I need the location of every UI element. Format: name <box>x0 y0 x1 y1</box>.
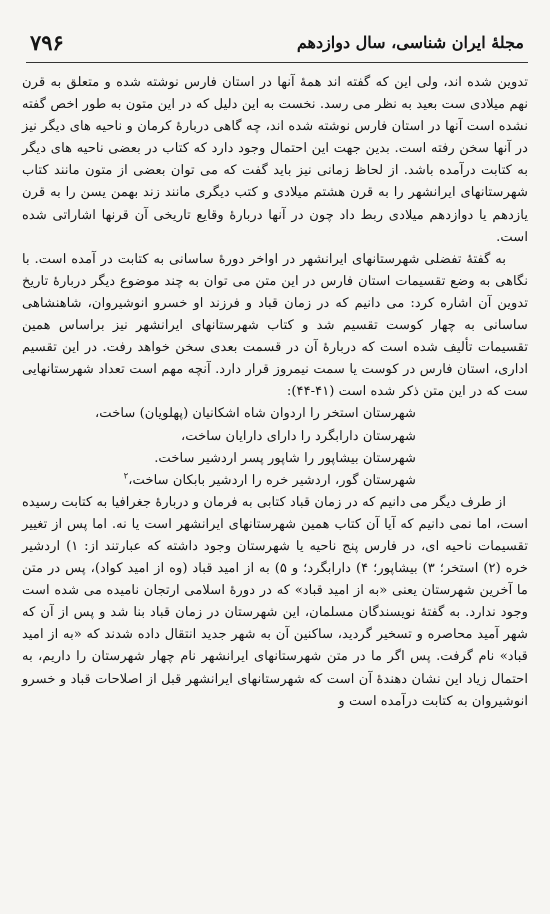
city-founders-list <box>22 403 528 491</box>
page-header <box>26 30 528 64</box>
list-item: شهرستان گور، اردشیر خره را اردشیر بابکان ساخت،$^۲$ <box>123 471 416 488</box>
running-title: مجلهٔ ایران شناسی، سال دوازدهم <box>296 33 524 52</box>
page-number: ۷۹۶ <box>30 30 64 55</box>
paragraph-2: به گفتهٔ تفضلی شهرستانهای ایرانشهر در اواخر دورهٔ ساسانی به کتابت در آمده است. با نگاهی به وضع تقسیمات استان فارس در این متن می توان به چند موضوع دیگر دربارهٔ تاریخ تدوین آن اشاره کرد: می دانیم که در زمان قباد و فرزند او خسرو انوشیروان، شاهنشاهی ساسانی به چهار کوست تقسیم شد و کتاب شهرستانهای ایرانشهر نیز براساس همین تقسیمات تألیف شده است که دربارهٔ آن در قسمت بعدی سخن خواهد رفت. در این تقسیم اداری، استان فارس در کوست یا سمت نیمروز قرار دارد. آنچه مهم است تعداد شهرستانهایی ست که در این متن ذکر شده است (۴۱-۴۴): <box>22 251 528 400</box>
paragraph-1: تدوین شده اند، ولی این که گفته اند همهٔ آنها در استان فارس نوشته شده و متعلق به قرن نهم میلادی ست بعید به نظر می رسد. نخست به این دلیل که در این متون به طور اخص گفته نشده است آنها در استان فارس نوشته شده اند، چه گاهی دربارهٔ کرمان و ناحیه های دیگر نیز در آنها سخن رفته است. بدین جهت این احتمال وجود دارد که کتاب در بعضی ناحیه های دیگر به کتابت درآمده باشد. از لحاظ زمانی نیز باید گفت که می توان بعضی از متون مانند کتاب شهرستانهای ایرانشهر را به قرن هشتم میلادی و کتب دیگری مانند زند بهمن یسن را به قرن یازدهم یا دوازدهم میلادی ربط داد چون در آنها دربارهٔ وقایع تاریخی آن قرنها اشاراتی شده است. <box>22 75 528 245</box>
list-item: شهرستان استخر را اردوان شاه اشکانیان (پهلویان) ساخت، <box>95 406 416 422</box>
page-body <box>22 72 528 713</box>
list-item: شهرستان بیشاپور را شاپور پسر اردشیر ساخت. <box>154 450 416 466</box>
footnote-mark: ۲ <box>123 471 129 482</box>
header-rule <box>26 62 528 63</box>
list-item: شهرستان دارابگرد را دارای دارایان ساخت، <box>180 428 416 444</box>
paragraph-3: از طرف دیگر می دانیم که در زمان قباد کتابی به فرمان و دربارهٔ جغرافیا به کتابت رسیده است، اما نمی دانیم که آیا آن کتاب همین شهرستانهای ایرانشهر است یا نه. اما پس از تغییر تقسیمات ناحیه ای، در فارس پنج ناحیه یا شهرستان وجود داشته که عبارتند از: ۱) اردشیر خره (۲) استخر؛ ۳) بیشاپور؛ ۴) دارابگرد؛ و ۵) به از امید قباد (وه از امید کواد)، پس در متن ما آخرین شهرستان یعنی «به از امید قباد» که در دورهٔ اسلامی ارتجان نامیده می شده است وجود ندارد. به گفتهٔ نویسندگان مسلمان، این شهرستان در زمان قباد بنا شد و پس از آن که شهر آمید محاصره و تسخیر گردید، ساکنین آن به شهر جدید انتقال داده شدند که «به از امید قباد» نام گرفت. پس اگر ما در متن شهرستانهای ایرانشهر نام چهار شهرستان را داریم، به احتمال زیاد این نشان دهندهٔ آن است که شهرستانهای ایرانشهر قبل از اصلاحات قباد و خسرو انوشیروان به کتابت درآمده است و <box>22 494 528 709</box>
